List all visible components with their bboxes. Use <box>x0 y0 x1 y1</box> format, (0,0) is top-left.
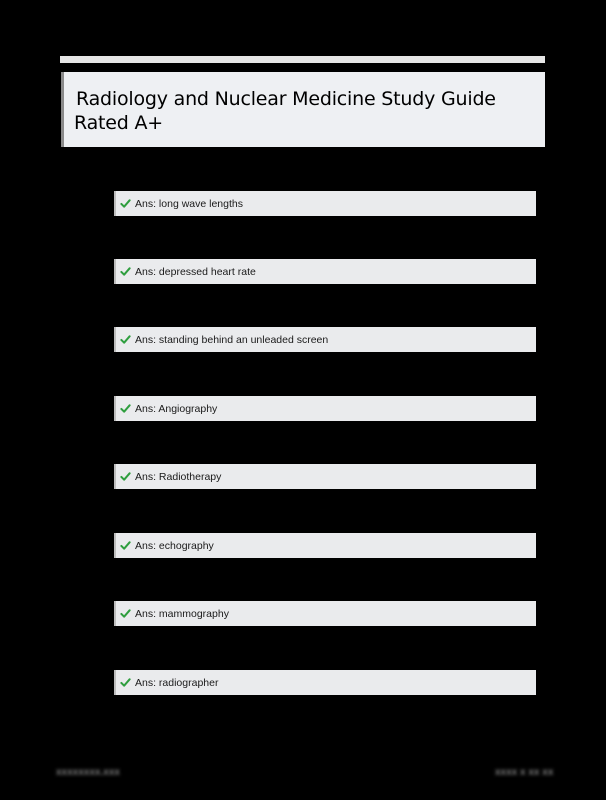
answer-text: Ans: Radiotherapy <box>135 470 222 483</box>
check-icon <box>120 471 131 482</box>
answer-text: Ans: standing behind an unleaded screen <box>135 333 329 346</box>
answer-item <box>114 601 536 626</box>
answer-text: Ans: Angiography <box>135 402 218 415</box>
page-title-line-1: Radiology and Nuclear Medicine Study Guide <box>76 88 496 110</box>
answer-text: Ans: depressed heart rate <box>135 265 256 278</box>
answer-text: Ans: echography <box>135 539 214 552</box>
answer-text: Ans: long wave lengths <box>135 197 243 210</box>
check-icon <box>120 334 131 345</box>
check-icon <box>120 608 131 619</box>
footer-page-number-blurred: xxxx x xx xx <box>495 766 554 778</box>
answer-item <box>114 259 536 284</box>
page-title-line-2: Rated A+ <box>74 112 163 134</box>
answer-text: Ans: mammography <box>135 607 229 620</box>
check-icon <box>120 677 131 688</box>
answer-item <box>114 464 536 489</box>
answer-item <box>114 396 536 421</box>
check-icon <box>120 198 131 209</box>
check-icon <box>120 403 131 414</box>
footer-source-blurred: xxxxxxxx.xxx <box>56 766 120 778</box>
answer-text: Ans: radiographer <box>135 676 219 689</box>
answer-item <box>114 670 536 695</box>
check-icon <box>120 540 131 551</box>
answer-item <box>114 533 536 558</box>
answer-item <box>114 327 536 352</box>
check-icon <box>120 266 131 277</box>
answer-item <box>114 191 536 216</box>
